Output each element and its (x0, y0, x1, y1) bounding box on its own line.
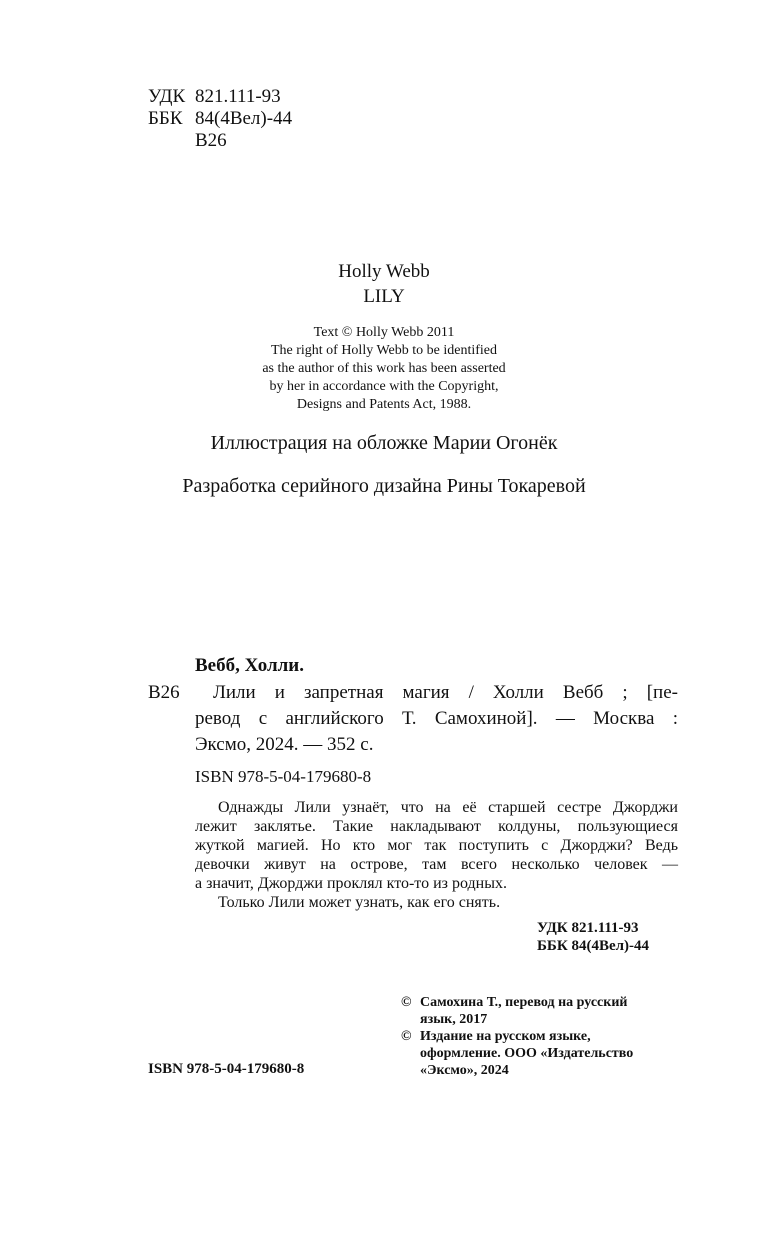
annotation-line: девочки живут на острове, там всего несколько человек — (195, 856, 678, 873)
author-mark-row (0, 128, 768, 154)
copyright-symbol: © (401, 1029, 412, 1044)
copyright-notice (0, 324, 768, 414)
copyright-line: The right of Holly Webb to be identified (270, 343, 498, 358)
bbk-label: ББК (148, 108, 183, 129)
illustration-credit: Иллюстрация на обложке Марии Огонёк (210, 432, 558, 454)
copyright-text-line: Самохина Т., перевод на русский (420, 995, 628, 1010)
bib-line-3: Эксмо, 2024. — 352 с. (195, 734, 374, 755)
udk-label: УДК (148, 86, 186, 107)
udk-value: 821.111-93 (195, 86, 281, 107)
original-author: Holly Webb (338, 261, 430, 282)
copyright-translation (401, 994, 681, 1028)
copyright-line: Text © Holly Webb 2011 (313, 325, 455, 340)
copyright-line: by her in accordance with the Copyright, (269, 379, 499, 394)
annotation-line: лежит заклятье. Такие накладывают колдуны, пользующиеся (195, 818, 678, 835)
original-title: LILY (363, 286, 405, 307)
isbn-bold: ISBN 978-5-04-179680-8 (148, 1061, 305, 1077)
bib-line-2: ревод с английского Т. Самохиной]. — Москва : (195, 708, 678, 729)
bib-author-mark: В26 (148, 682, 180, 703)
copyright-text-line: оформление. ООО «Издательство (420, 1046, 634, 1061)
copyright-holders (401, 994, 681, 1079)
copyright-edition (401, 1028, 681, 1079)
bib-author-heading: Вебб, Холли. (195, 655, 305, 676)
annotation-line: а значит, Джорджи проклял кто-то из родных. (195, 875, 507, 892)
copyright-line: Designs and Patents Act, 1988. (296, 397, 472, 412)
author-mark: В26 (195, 130, 227, 151)
annotation-line: жуткой магией. Но кто мог так поступить с Джорджи? Ведь (195, 837, 678, 854)
udk-bold: УДК 821.111-93 (537, 920, 639, 936)
copyright-text-line: язык, 2017 (420, 1012, 488, 1027)
copyright-text-line: Издание на русском языке, (420, 1029, 591, 1044)
annotation-line: Однажды Лили узнаёт, что на её старшей сестре Джорджи (218, 799, 678, 816)
bib-isbn: ISBN 978-5-04-179680-8 (195, 767, 372, 786)
bib-line-1: Лили и запретная магия / Холли Вебб ; [пе- (213, 682, 678, 703)
series-design-credit: Разработка серийного дизайна Рины Токаревой (182, 475, 586, 497)
copyright-line: as the author of this work has been asserted (262, 361, 506, 376)
copyright-symbol: © (401, 995, 412, 1010)
copyright-text-line: «Эксмо», 2024 (420, 1063, 509, 1078)
bbk-value: 84(4Вел)-44 (195, 108, 293, 129)
annotation (195, 798, 678, 912)
bbk-bold: ББК 84(4Вел)-44 (537, 938, 650, 954)
annotation-line: Только Лили может узнать, как его снять. (218, 894, 501, 911)
